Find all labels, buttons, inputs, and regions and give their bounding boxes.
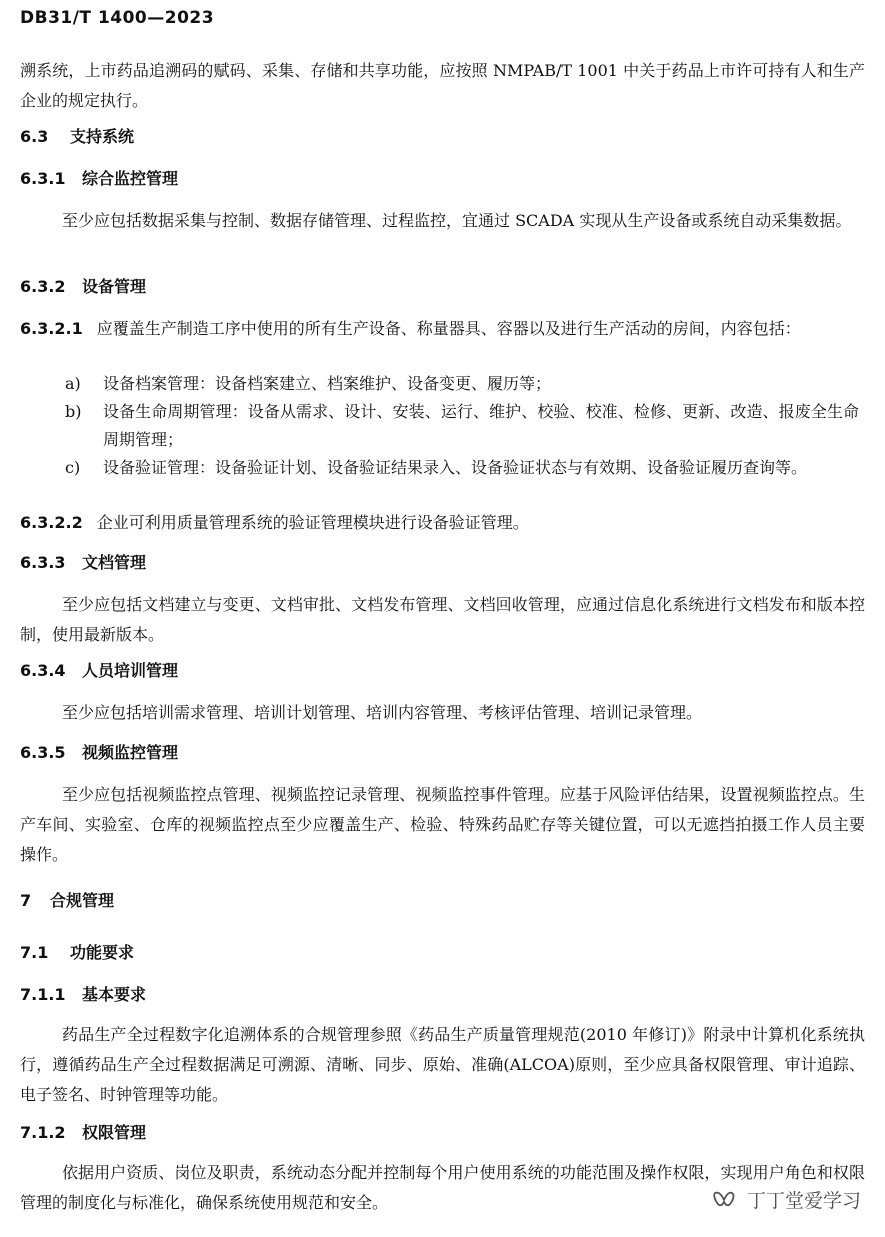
list-item-a: [65, 370, 865, 398]
clause-number: 6.3.2.2: [20, 513, 83, 532]
list-item-b: [65, 398, 865, 454]
list-item-label: c): [65, 458, 81, 477]
heading-number: 7: [20, 891, 32, 910]
watermark-text: 丁丁堂爱学习: [746, 1190, 861, 1212]
heading-number: 7.1.1: [20, 985, 66, 1004]
heading-6-3-2: [20, 276, 146, 298]
document-id-header: DB31/T 1400—2023: [20, 8, 215, 28]
watermark: [713, 1186, 861, 1213]
clause-6-3-2-2: [20, 508, 865, 538]
heading-number: 6.3.5: [20, 743, 66, 762]
heading-7-1-1: [20, 984, 146, 1006]
paragraph-6-3-4: 至少应包括培训需求管理、培训计划管理、培训内容管理、考核评估管理、培训记录管理。: [62, 703, 703, 722]
heading-title: 支持系统: [70, 127, 135, 146]
paragraph-6-3-5: 至少应包括视频监控点管理、视频监控记录管理、视频监控事件管理。应基于风险评估结果，设置视频监控点。生产车间、实验室、仓库的视频监控点至少应覆盖生产、检验、特殊药品贮存等关键位置，可以无遮挡拍摄工作人员主要操作。: [20, 785, 865, 864]
heading-7: [20, 890, 114, 912]
heading-title: 综合监控管理: [82, 169, 179, 188]
heading-7-1-2: [20, 1122, 146, 1144]
heading-title: 人员培训管理: [82, 661, 179, 680]
heading-title: 文档管理: [82, 553, 147, 572]
heading-7-1: [20, 942, 134, 964]
heading-6-3-1: [20, 168, 178, 190]
clause-text: 应覆盖生产制造工序中使用的所有生产设备、称量器具、容器以及进行生产活动的房间，内容包括：: [96, 319, 801, 338]
heading-title: 权限管理: [82, 1123, 147, 1142]
heading-6-3: [20, 126, 134, 148]
paragraph-7-1-2: 依据用户资质、岗位及职责，系统动态分配并控制每个用户使用系统的功能范围及操作权限，实现用户角色和权限管理的制度化与标准化，确保系统使用规范和安全。: [20, 1163, 865, 1212]
heading-title: 基本要求: [82, 985, 147, 1004]
paragraph-7-1-1: 药品生产全过程数字化追溯体系的合规管理参照《药品生产质量管理规范(2010 年修订)》附录中计算机化系统执行，遵循药品生产全过程数据满足可溯源、清晰、同步、原始、准确(ALCOA)原则，至少应具备权限管理、审计追踪、电子签名、时钟管理等功能。: [20, 1025, 865, 1104]
heading-6-3-5: [20, 742, 178, 764]
list-item-text: 设备档案管理：设备档案建立、档案维护、设备变更、履历等；: [103, 374, 552, 393]
heading-6-3-3: [20, 552, 146, 574]
heading-number: 6.3.2: [20, 277, 66, 296]
heading-6-3-4: [20, 660, 178, 682]
wechat-channel-icon: [713, 1189, 739, 1211]
heading-title: 设备管理: [82, 277, 147, 296]
heading-title: 合规管理: [50, 891, 115, 910]
heading-number: 6.3.3: [20, 553, 66, 572]
heading-number: 6.3.1: [20, 169, 66, 188]
list-item-label: b): [65, 402, 82, 421]
heading-title: 功能要求: [70, 943, 135, 962]
heading-title: 视频监控管理: [82, 743, 179, 762]
heading-number: 6.3: [20, 127, 49, 146]
clause-text: 企业可利用质量管理系统的验证管理模块进行设备验证管理。: [96, 513, 529, 532]
list-item-label: a): [65, 374, 81, 393]
heading-number: 7.1: [20, 943, 49, 962]
clause-6-3-2-1: [20, 314, 865, 344]
list-item-text: 设备验证管理：设备验证计划、设备验证结果录入、设备验证状态与有效期、设备验证履历查询等。: [103, 458, 808, 477]
paragraph-6-3-3: 至少应包括文档建立与变更、文档审批、文档发布管理、文档回收管理，应通过信息化系统进行文档发布和版本控制，使用最新版本。: [20, 595, 865, 644]
list-item-text: 设备生命周期管理：设备从需求、设计、安装、运行、维护、校验、校准、检修、更新、改造、报废全生命周期管理；: [103, 402, 859, 449]
clause-number: 6.3.2.1: [20, 319, 83, 338]
list-item-c: [65, 454, 865, 510]
paragraph-intro: 溯系统，上市药品追溯码的赋码、采集、存储和共享功能，应按照 NMPAB/T 1001 中关于药品上市许可持有人和生产企业的规定执行。: [20, 61, 865, 110]
paragraph-6-3-1: 至少应包括数据采集与控制、数据存储管理、过程监控，宜通过 SCADA 实现从生产设备或系统自动采集数据。: [62, 211, 852, 230]
heading-number: 6.3.4: [20, 661, 66, 680]
heading-number: 7.1.2: [20, 1123, 66, 1142]
